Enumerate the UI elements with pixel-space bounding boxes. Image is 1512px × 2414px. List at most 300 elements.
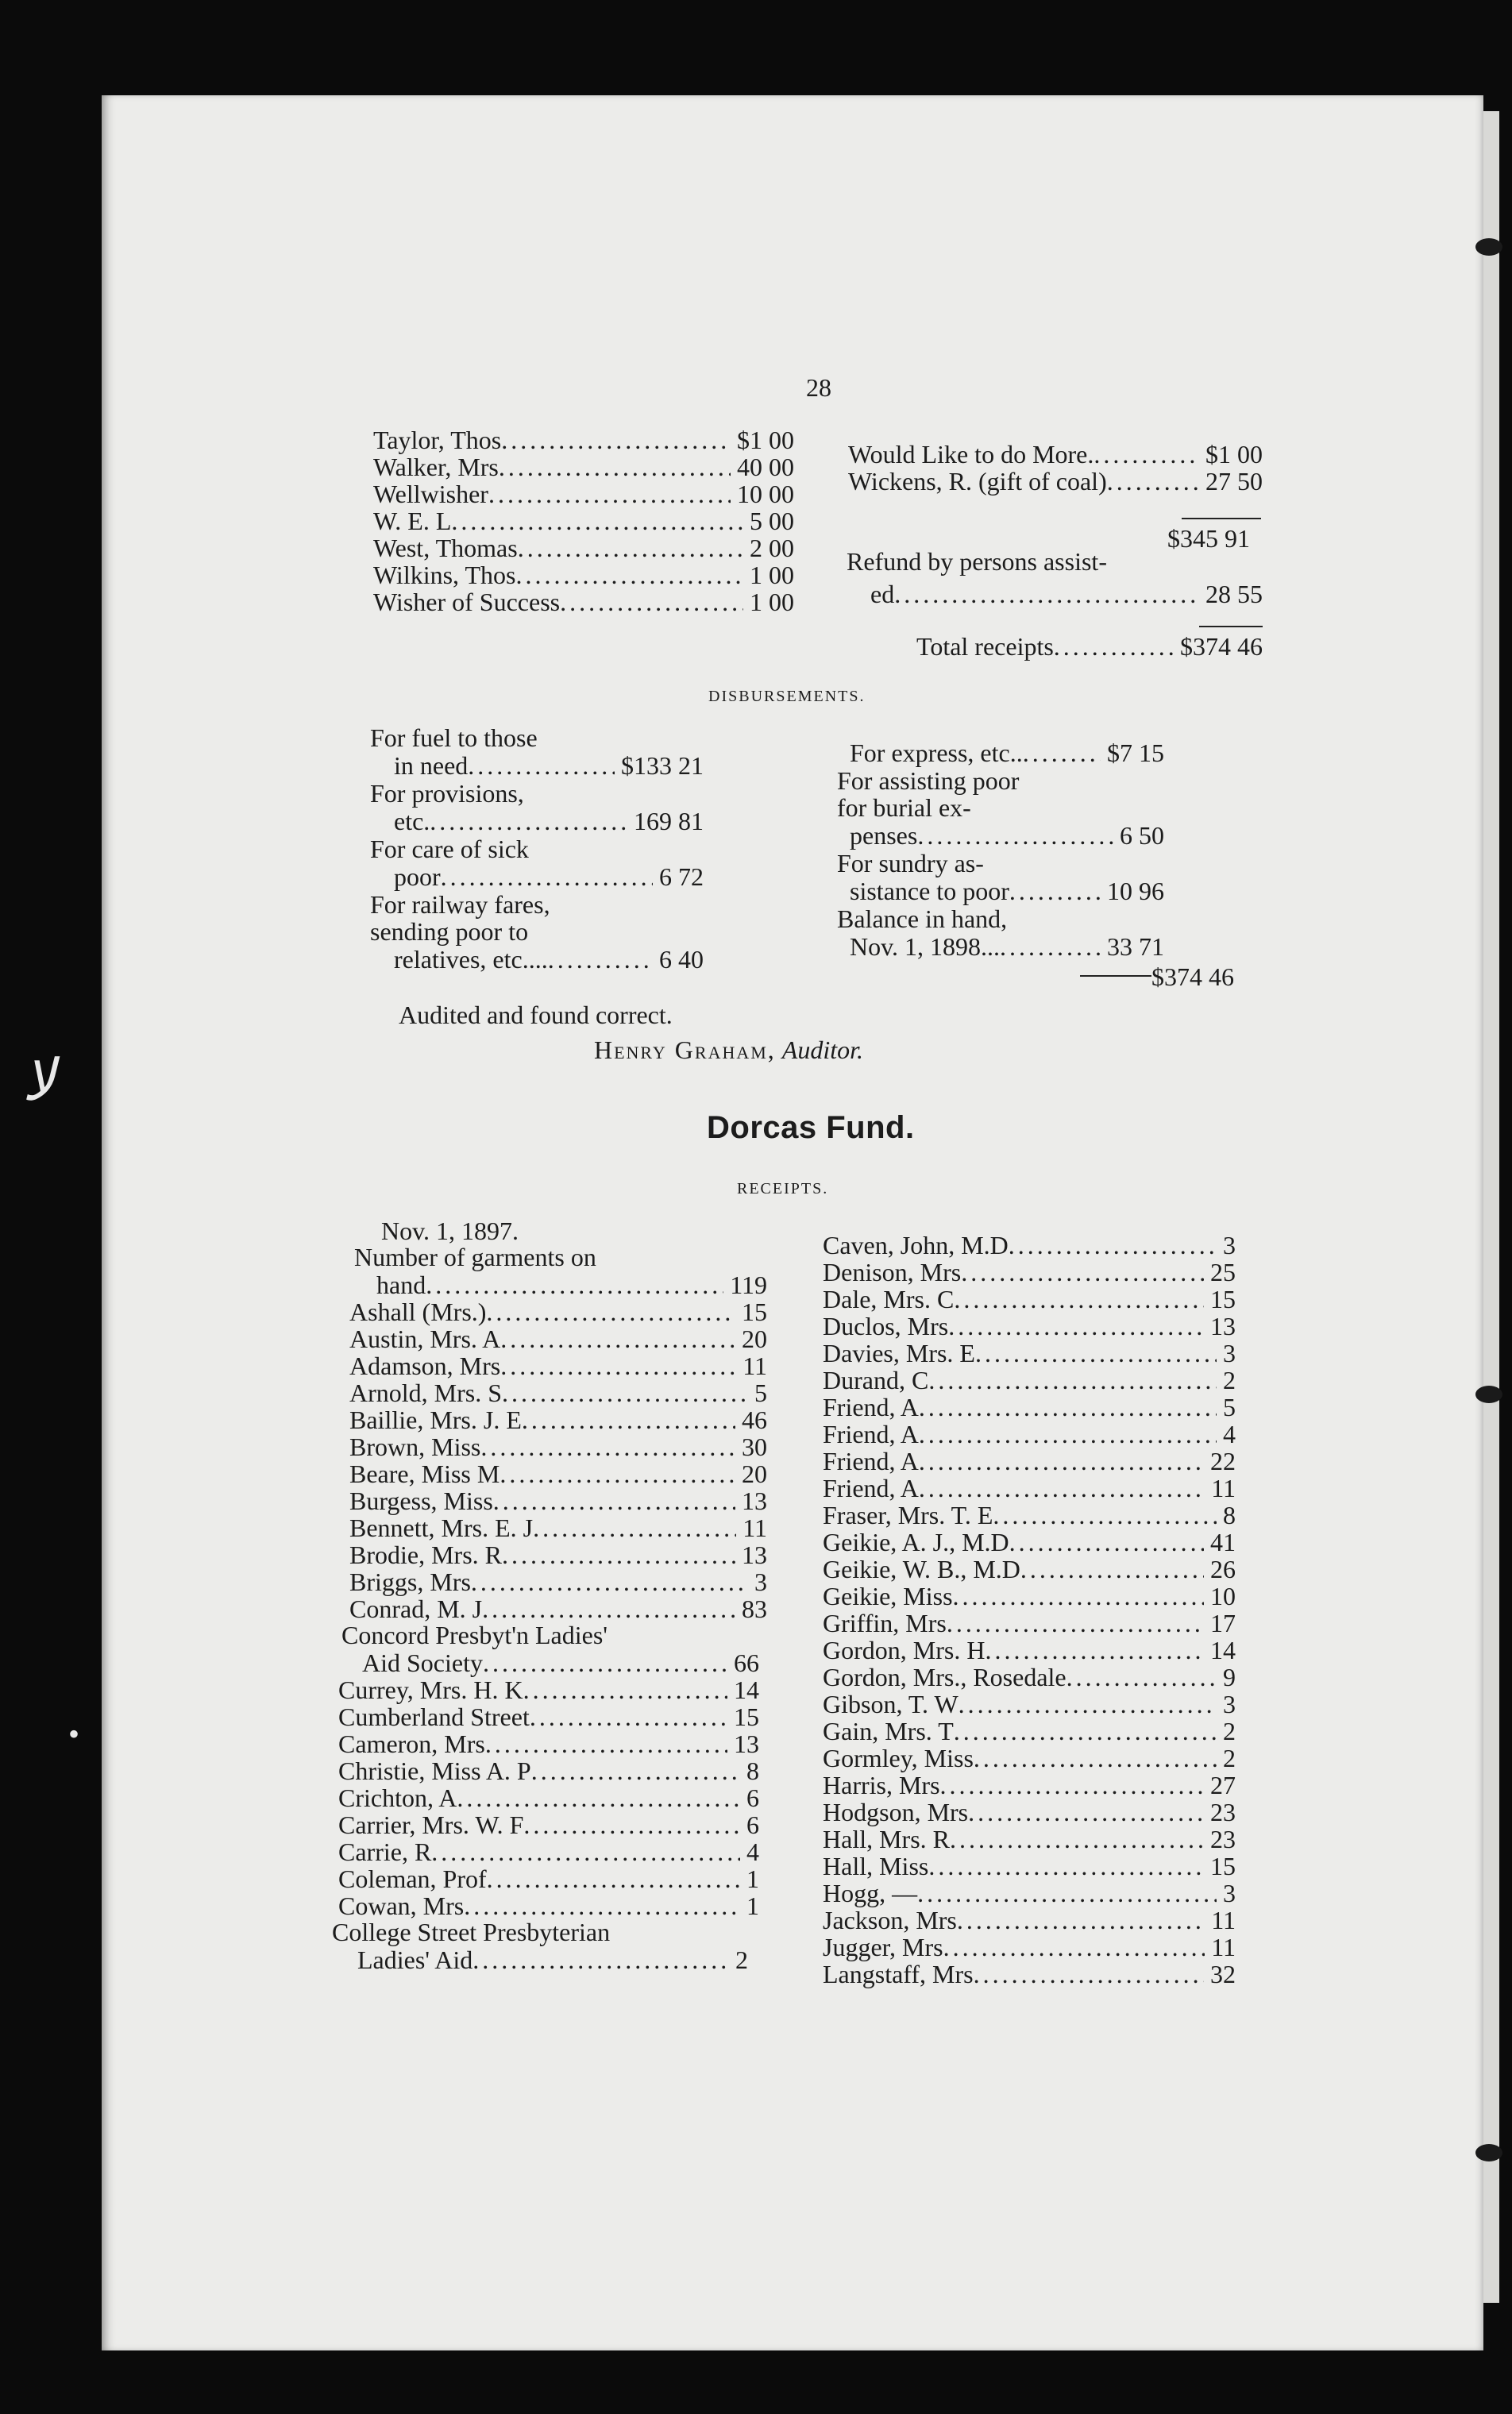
leader-dots (485, 1730, 727, 1759)
entry-line: For care of sick (370, 835, 529, 863)
entry-amount: 1 (746, 1891, 759, 1920)
entry-name: Griffin, Mrs (823, 1609, 947, 1637)
garment-row (823, 1933, 1236, 1962)
entry-name: Conrad, M. J (349, 1595, 483, 1623)
leader-dots (451, 507, 743, 536)
entry-name: Ashall (Mrs.) (349, 1298, 487, 1326)
entry-amount: 14 (734, 1676, 759, 1704)
leader-dots (480, 1433, 735, 1462)
entry-name: Coleman, Prof (338, 1864, 487, 1893)
leader-dots (486, 1298, 735, 1327)
binding-stitch (1475, 238, 1502, 256)
garment-row (823, 1852, 1236, 1881)
entry-amount: 2 (1223, 1744, 1236, 1772)
entry-name: Fraser, Mrs. T. E (823, 1501, 993, 1529)
leader-dots (961, 1258, 1204, 1287)
entry-amount: 15 (742, 1298, 767, 1326)
garment-row (823, 1663, 1236, 1692)
garment-row (823, 1825, 1236, 1854)
entry-name: Geikie, W. B., M.D (823, 1555, 1020, 1583)
entry-name: Taylor, Thos (373, 426, 502, 454)
entry-name: Beare, Miss M (349, 1460, 500, 1488)
entry-name: Langstaff, Mrs (823, 1960, 974, 1988)
leader-dots (953, 1582, 1204, 1611)
donation-row (373, 480, 794, 509)
disbursement-row (394, 945, 704, 974)
garment-row (823, 1528, 1236, 1557)
donation-row (373, 534, 794, 563)
entry-name: Wilkins, Thos (373, 561, 516, 589)
entry-amount: 46 (742, 1406, 767, 1434)
entry-name: West, Thomas (373, 534, 518, 562)
entry-amount: 11 (1211, 1906, 1236, 1934)
entry-amount: 6 (746, 1784, 759, 1812)
entry-amount: 3 (1223, 1231, 1236, 1259)
entry-name: Ladies' Aid (357, 1945, 473, 1974)
label-line: Number of garments on (354, 1243, 596, 1271)
entry-line: sending poor to (370, 917, 529, 946)
leader-dots (954, 1717, 1217, 1746)
margin-pencil-mark: • (68, 1716, 80, 1752)
entry-name: Aid Society (362, 1649, 483, 1677)
entry-amount: 10 00 (737, 480, 794, 508)
entry-amount: 13 (1210, 1312, 1236, 1340)
entry-amount: 9 (1223, 1663, 1236, 1691)
entry-amount: 2 (1223, 1366, 1236, 1394)
garment-row (349, 1433, 767, 1462)
leader-dots (472, 1945, 729, 1975)
entry-amount: 66 (734, 1649, 759, 1677)
entry-amount: 23 (1210, 1825, 1236, 1853)
leader-dots (947, 1609, 1204, 1638)
entry-amount: 8 (746, 1757, 759, 1785)
entry-amount: 6 72 (659, 862, 704, 891)
garment-row (823, 1447, 1236, 1476)
entry-name: relatives, etc.... (394, 945, 548, 974)
subtotal-amount: $345 91 (1167, 524, 1250, 553)
entry-amount: 23 (1210, 1798, 1236, 1826)
garment-row (338, 1864, 759, 1894)
garment-row (349, 1568, 767, 1597)
entry-name: Baillie, Mrs. J. E (349, 1406, 522, 1434)
disbursement-row (394, 807, 704, 836)
leader-dots (954, 1285, 1204, 1314)
entry-amount: 20 (742, 1460, 767, 1488)
garment-row (823, 1258, 1236, 1287)
leader-dots (975, 1339, 1217, 1368)
label-line: hand (376, 1271, 426, 1299)
leader-dots (1009, 877, 1101, 906)
leader-dots (919, 1474, 1205, 1503)
entry-amount: 3 (1223, 1339, 1236, 1367)
garment-row (338, 1676, 759, 1705)
refund-row (870, 580, 1263, 609)
leader-dots (464, 1891, 740, 1921)
entry-name: Currey, Mrs. H. K (338, 1676, 523, 1704)
leader-dots (1094, 440, 1199, 469)
leader-dots (943, 1933, 1205, 1962)
garments-on-hand-row (376, 1271, 767, 1300)
entry-amount: 13 (742, 1541, 767, 1569)
entry-name: Harris, Mrs (823, 1771, 940, 1799)
page-edge (1483, 111, 1499, 2303)
entry-name: Christie, Miss A. P (338, 1757, 531, 1785)
entry-amount: 13 (734, 1730, 759, 1758)
disbursement-row (850, 738, 1164, 768)
leader-dots (560, 588, 743, 617)
entry-line: For sundry as- (837, 849, 984, 877)
entry-line: Concord Presbyt'n Ladies' (341, 1621, 608, 1649)
donation-row (373, 507, 794, 536)
garment-row (349, 1352, 767, 1381)
leader-dots (948, 1312, 1204, 1341)
leader-dots (968, 1798, 1204, 1827)
entry-amount: 5 00 (750, 507, 794, 535)
entry-name: Friend, A (823, 1447, 919, 1475)
leader-dots (457, 1784, 740, 1813)
entry-name: Burgess, Miss (349, 1487, 493, 1515)
entry-amount: $7 15 (1107, 738, 1164, 767)
entry-name: W. E. L (373, 507, 452, 535)
entry-name: Hogg, — (823, 1879, 918, 1907)
garment-row (823, 1960, 1236, 1989)
entry-name: Friend, A (823, 1474, 919, 1502)
garment-count: 119 (730, 1271, 767, 1299)
garment-row (823, 1285, 1236, 1314)
entry-name: poor (394, 862, 441, 891)
entry-name: Gordon, Mrs., Rosedale (823, 1663, 1066, 1691)
garment-row (823, 1636, 1236, 1665)
garment-row (823, 1393, 1236, 1422)
leader-dots (518, 534, 743, 563)
leader-dots (502, 1379, 748, 1408)
garment-row (823, 1339, 1236, 1368)
entry-name: Adamson, Mrs (349, 1352, 501, 1380)
entry-name: Cumberland Street (338, 1703, 530, 1731)
entry-amount: 3 (1223, 1879, 1236, 1907)
leader-dots (950, 1825, 1204, 1854)
leader-dots (500, 1325, 735, 1354)
leader-dots (483, 1649, 727, 1678)
leader-dots (426, 1271, 723, 1300)
entry-amount: 14 (1210, 1636, 1236, 1664)
entry-name: Dale, Mrs. C (823, 1285, 955, 1313)
entry-amount: 10 (1210, 1582, 1236, 1610)
total-receipts-amount: $374 46 (1180, 632, 1263, 661)
garment-row (823, 1879, 1236, 1908)
disbursement-row (850, 932, 1164, 962)
entry-name: Arnold, Mrs. S (349, 1379, 503, 1407)
entry-name: Brown, Miss (349, 1433, 481, 1461)
entry-amount: $133 21 (621, 751, 704, 780)
garment-row (362, 1649, 759, 1678)
entry-name: Friend, A (823, 1420, 919, 1448)
entry-name: Davies, Mrs. E (823, 1339, 975, 1367)
garment-row (349, 1541, 767, 1570)
entry-amount: 41 (1210, 1528, 1236, 1556)
sum-rule (1199, 626, 1263, 627)
disbursement-row (850, 821, 1164, 850)
entry-name: Cowan, Mrs (338, 1891, 465, 1920)
garment-row (823, 1474, 1236, 1503)
entry-line: For fuel to those (370, 723, 538, 752)
garment-row (338, 1757, 759, 1786)
auditor-title: Auditor. (781, 1035, 864, 1064)
garment-row (357, 1945, 748, 1975)
entry-name: Cameron, Mrs (338, 1730, 485, 1758)
entry-name: Nov. 1, 1898... (850, 932, 1001, 961)
entry-name: Duclos, Mrs (823, 1312, 949, 1340)
leader-dots (501, 426, 731, 455)
entry-name: Hall, Miss (823, 1852, 929, 1880)
leader-dots (522, 1406, 735, 1435)
leader-dots (500, 1352, 736, 1381)
entry-amount: 5 (1223, 1393, 1236, 1421)
garment-row (823, 1798, 1236, 1827)
entry-name: Geikie, Miss (823, 1582, 953, 1610)
binding-stitch (1475, 1386, 1502, 1403)
entry-name: Carrier, Mrs. W. F (338, 1811, 524, 1839)
entry-name: Caven, John, M.D (823, 1231, 1009, 1259)
garment-row (823, 1366, 1236, 1395)
entry-amount: 25 (1210, 1258, 1236, 1286)
garment-row (823, 1717, 1236, 1746)
entry-name: Durand, C (823, 1366, 929, 1394)
entry-name: in need (394, 751, 469, 780)
donation-row (848, 440, 1263, 469)
garment-row (823, 1690, 1236, 1719)
entry-amount: 4 (1223, 1420, 1236, 1448)
entry-amount: 13 (742, 1487, 767, 1515)
garment-row (823, 1906, 1236, 1935)
opening-date: Nov. 1, 1897. (381, 1217, 519, 1245)
entry-name: Gibson, T. W (823, 1690, 958, 1718)
binding-stitch (1475, 2144, 1502, 2161)
garment-row (338, 1703, 759, 1732)
entry-name: sistance to poor (850, 877, 1009, 905)
leader-dots (917, 821, 1113, 850)
leader-dots (530, 1703, 727, 1732)
entry-amount: 3 (1223, 1690, 1236, 1718)
refund-line: Refund by persons assist- (847, 547, 1107, 576)
leader-dots (940, 1771, 1204, 1800)
leader-dots (523, 1676, 727, 1705)
entry-amount: 11 (1211, 1474, 1236, 1502)
entry-name: Carrie, R (338, 1837, 432, 1866)
garment-row (823, 1231, 1236, 1260)
entry-line: For assisting poor (837, 766, 1020, 795)
refund-label (847, 548, 1107, 575)
entry-name: Jugger, Mrs (823, 1933, 943, 1961)
refund-amount: 28 55 (1205, 580, 1263, 608)
entry-name: Brodie, Mrs. R (349, 1541, 502, 1569)
leader-dots (487, 1864, 740, 1894)
disbursements-heading: DISBURSEMENTS. (708, 688, 866, 705)
entry-name: Denison, Mrs (823, 1258, 962, 1286)
entry-amount: 32 (1210, 1960, 1236, 1988)
entry-name: Wickens, R. (gift of coal) (848, 467, 1107, 496)
leader-dots (499, 1460, 735, 1489)
leader-dots (533, 1514, 736, 1543)
leader-dots (493, 1487, 735, 1516)
garment-row (349, 1406, 767, 1435)
entry-amount: 3 (754, 1568, 767, 1596)
garment-row (823, 1501, 1236, 1530)
leader-dots (928, 1366, 1217, 1395)
entry-name: Walker, Mrs (373, 453, 499, 481)
refund-line: ed (870, 580, 895, 608)
entry-amount: 11 (742, 1514, 767, 1542)
entry-line: For railway fares, (370, 890, 550, 919)
entry-amount: 169 81 (634, 807, 704, 835)
entry-amount: 17 (1210, 1609, 1236, 1637)
entry-amount: 10 96 (1107, 877, 1164, 905)
entry-name: Would Like to do More. (848, 440, 1094, 469)
entry-name: Gain, Mrs. T (823, 1717, 954, 1745)
leader-dots (957, 1906, 1205, 1935)
leader-dots (974, 1744, 1217, 1773)
margin-pencil-mark: ﻻ (22, 1049, 56, 1113)
total-receipts-row (916, 632, 1263, 661)
entry-amount: 26 (1210, 1555, 1236, 1583)
leader-dots (917, 1879, 1217, 1908)
entry-name: Friend, A (823, 1393, 919, 1421)
leader-dots (1107, 467, 1199, 496)
leader-dots (1023, 738, 1101, 768)
entry-line: for burial ex- (837, 793, 971, 822)
entry-amount: 1 (746, 1864, 759, 1893)
leader-dots (928, 1852, 1204, 1881)
entry-amount: 20 (742, 1325, 767, 1353)
entry-line: Balance in hand, (837, 904, 1008, 933)
leader-dots (548, 945, 653, 974)
entry-amount: 4 (746, 1837, 759, 1866)
leader-dots (974, 1960, 1204, 1989)
leader-dots (430, 807, 627, 836)
leader-dots (482, 1595, 735, 1624)
receipts-heading: RECEIPTS. (737, 1180, 829, 1197)
entry-amount: 1 00 (750, 561, 794, 589)
garment-row (823, 1420, 1236, 1449)
entry-name: Gormley, Miss (823, 1744, 974, 1772)
garment-row (349, 1460, 767, 1489)
entry-amount: 6 (746, 1811, 759, 1839)
garment-row (338, 1837, 759, 1867)
entry-amount: 2 (735, 1945, 748, 1974)
entry-amount: 40 00 (737, 453, 794, 481)
entry-amount: $1 00 (1205, 440, 1263, 469)
entry-amount: 22 (1210, 1447, 1236, 1475)
leader-dots (531, 1757, 740, 1786)
entry-name: penses (850, 821, 918, 850)
disbursement-row (394, 862, 704, 892)
garment-row (349, 1487, 767, 1516)
entry-amount: 11 (742, 1352, 767, 1380)
leader-dots (1066, 1663, 1217, 1692)
entry-amount: $1 00 (737, 426, 794, 454)
garment-row (349, 1379, 767, 1408)
entry-name: Briggs, Mrs (349, 1568, 471, 1596)
garment-row (823, 1771, 1236, 1800)
garment-row (349, 1514, 767, 1543)
entry-name: etc. (394, 807, 430, 835)
garment-row (823, 1582, 1236, 1611)
auditor-signature (594, 1035, 863, 1065)
leader-dots (993, 1501, 1217, 1530)
entry-name: Wellwisher (373, 480, 488, 508)
leader-dots (958, 1690, 1217, 1719)
garment-row (823, 1555, 1236, 1584)
leader-dots (1009, 1231, 1217, 1260)
donation-row (373, 426, 794, 455)
entry-amount: 2 (1223, 1717, 1236, 1745)
entry-name: Jackson, Mrs (823, 1906, 957, 1934)
entry-amount: 5 (754, 1379, 767, 1407)
entry-name: Bennett, Mrs. E. J (349, 1514, 534, 1542)
auditor-name: Henry Graham, (594, 1035, 776, 1064)
entry-amount: 27 50 (1205, 467, 1263, 496)
garment-row (338, 1811, 759, 1840)
leader-dots (1000, 932, 1101, 962)
donation-row (373, 561, 794, 590)
entry-amount: 1 00 (750, 588, 794, 616)
leader-dots (894, 580, 1199, 609)
entry-amount: 15 (1210, 1285, 1236, 1313)
garment-row (338, 1891, 759, 1921)
garment-row (349, 1325, 767, 1354)
entry-amount: 15 (734, 1703, 759, 1731)
disbursement-row (850, 877, 1164, 906)
entry-amount: 15 (1210, 1852, 1236, 1880)
leader-dots (471, 1568, 748, 1597)
leader-dots (441, 862, 653, 892)
leader-dots (499, 453, 731, 482)
entry-name: Crichton, A (338, 1784, 457, 1812)
audit-statement: Audited and found correct. (399, 1001, 673, 1029)
sum-rule (1182, 518, 1261, 519)
leader-dots (523, 1811, 740, 1840)
total-receipts-label: Total receipts (916, 632, 1054, 661)
entry-amount: 8 (1223, 1501, 1236, 1529)
entry-amount: 6 40 (659, 945, 704, 974)
leader-dots (431, 1837, 740, 1867)
section-title: Dorcas Fund. (707, 1110, 915, 1145)
donation-row (373, 453, 794, 482)
entry-name: For express, etc.. (850, 738, 1023, 767)
donation-row (848, 467, 1263, 496)
entry-name: Hodgson, Mrs (823, 1798, 969, 1826)
disbursement-row (394, 751, 704, 781)
entry-name: Hall, Mrs. R (823, 1825, 950, 1853)
entry-line: College Street Presbyterian (332, 1918, 611, 1946)
leader-dots (1054, 632, 1174, 661)
garment-row (349, 1595, 767, 1624)
garment-row (338, 1784, 759, 1813)
page-number: 28 (806, 373, 831, 402)
entry-amount: 30 (742, 1433, 767, 1461)
leader-dots (985, 1636, 1204, 1665)
entry-amount: 33 71 (1107, 932, 1164, 961)
entry-line: For provisions, (370, 779, 524, 808)
leader-dots (488, 480, 731, 509)
leader-dots (502, 1541, 735, 1570)
leader-dots (515, 561, 743, 590)
entry-name: Gordon, Mrs. H (823, 1636, 986, 1664)
entry-name: Geikie, A. J., M.D (823, 1528, 1009, 1556)
leader-dots (1020, 1555, 1204, 1584)
entry-amount: 83 (742, 1595, 767, 1623)
leader-dots (468, 751, 615, 781)
